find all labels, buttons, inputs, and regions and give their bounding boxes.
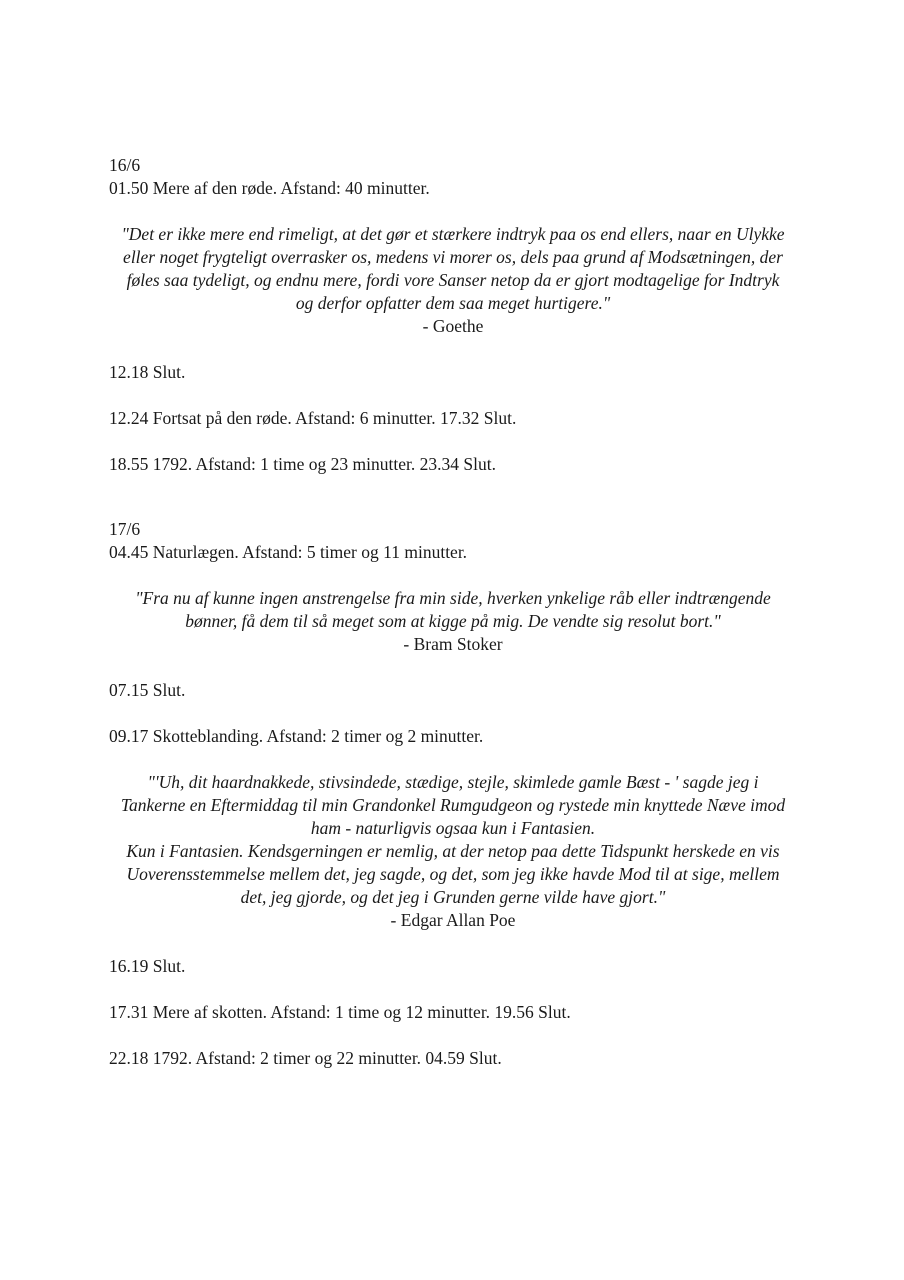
- quote-line: Tankerne en Eftermiddag til min Grandonkel Rumgudgeon og rystede min knyttede Næve imod: [120, 795, 786, 815]
- log-entry: 12.24 Fortsat på den røde. Afstand: 6 minutter. 17.32 Slut.: [109, 408, 517, 428]
- quote-line: Uoverensstemmelse mellem det, jeg sagde, og det, som jeg ikke havde Mod til at sige, mellem: [126, 864, 780, 884]
- date-heading: 16/6: [109, 155, 141, 175]
- log-entry: 16.19 Slut.: [109, 956, 186, 976]
- quote-author: - Bram Stoker: [403, 634, 503, 654]
- log-entry: 12.18 Slut.: [109, 362, 186, 382]
- log-entry: 22.18 1792. Afstand: 2 timer og 22 minutter. 04.59 Slut.: [109, 1048, 502, 1068]
- quote-line: føles saa tydeligt, og endnu mere, fordi vore Sanser netop da er gjort modtagelige for Indtryk: [126, 270, 780, 290]
- quote-poe: [109, 771, 797, 932]
- quote-line: og derfor opfatter dem saa meget hurtigere.": [295, 293, 611, 313]
- quote-line: Kun i Fantasien. Kendsgerningen er nemlig, at der netop paa dette Tidspunkt herskede en vis: [126, 841, 780, 861]
- quote-line: "Fra nu af kunne ingen anstrengelse fra min side, hverken ynkelige råb eller indtrængende: [135, 588, 771, 608]
- quote-author: - Goethe: [422, 316, 484, 336]
- quote-line: "'Uh, dit haardnakkede, stivsindede, stædige, stejle, skimlede gamle Bæst - ' sagde jeg i: [147, 772, 759, 792]
- quote-line: "Det er ikke mere end rimeligt, at det gør et stærkere indtryk paa os end ellers, naar en Ulykke: [121, 224, 785, 244]
- quote-goethe: [109, 223, 797, 338]
- quote-line: det, jeg gjorde, og det jeg i Grunden gerne vilde have gjort.": [240, 887, 666, 907]
- date-heading: 17/6: [109, 519, 141, 539]
- log-entry: 18.55 1792. Afstand: 1 time og 23 minutter. 23.34 Slut.: [109, 454, 496, 474]
- quote-line: ham - naturligvis ogsaa kun i Fantasien.: [310, 818, 596, 838]
- log-entry: 17.31 Mere af skotten. Afstand: 1 time og 12 minutter. 19.56 Slut.: [109, 1002, 571, 1022]
- log-entry: 04.45 Naturlægen. Afstand: 5 timer og 11 minutter.: [109, 542, 468, 562]
- quote-stoker: [109, 587, 797, 656]
- diary-content: [109, 154, 797, 1070]
- log-entry: 01.50 Mere af den røde. Afstand: 40 minutter.: [109, 178, 430, 198]
- quote-author: - Edgar Allan Poe: [390, 910, 516, 930]
- log-entry: 09.17 Skotteblanding. Afstand: 2 timer og 2 minutter.: [109, 726, 484, 746]
- quote-line: eller noget frygteligt overrasker os, medens vi morer os, dels paa grund af Modsætningen, der: [123, 247, 783, 267]
- quote-line: bønner, få dem til så meget som at kigge på mig. De vendte sig resolut bort.": [185, 611, 721, 631]
- log-entry: 07.15 Slut.: [109, 680, 186, 700]
